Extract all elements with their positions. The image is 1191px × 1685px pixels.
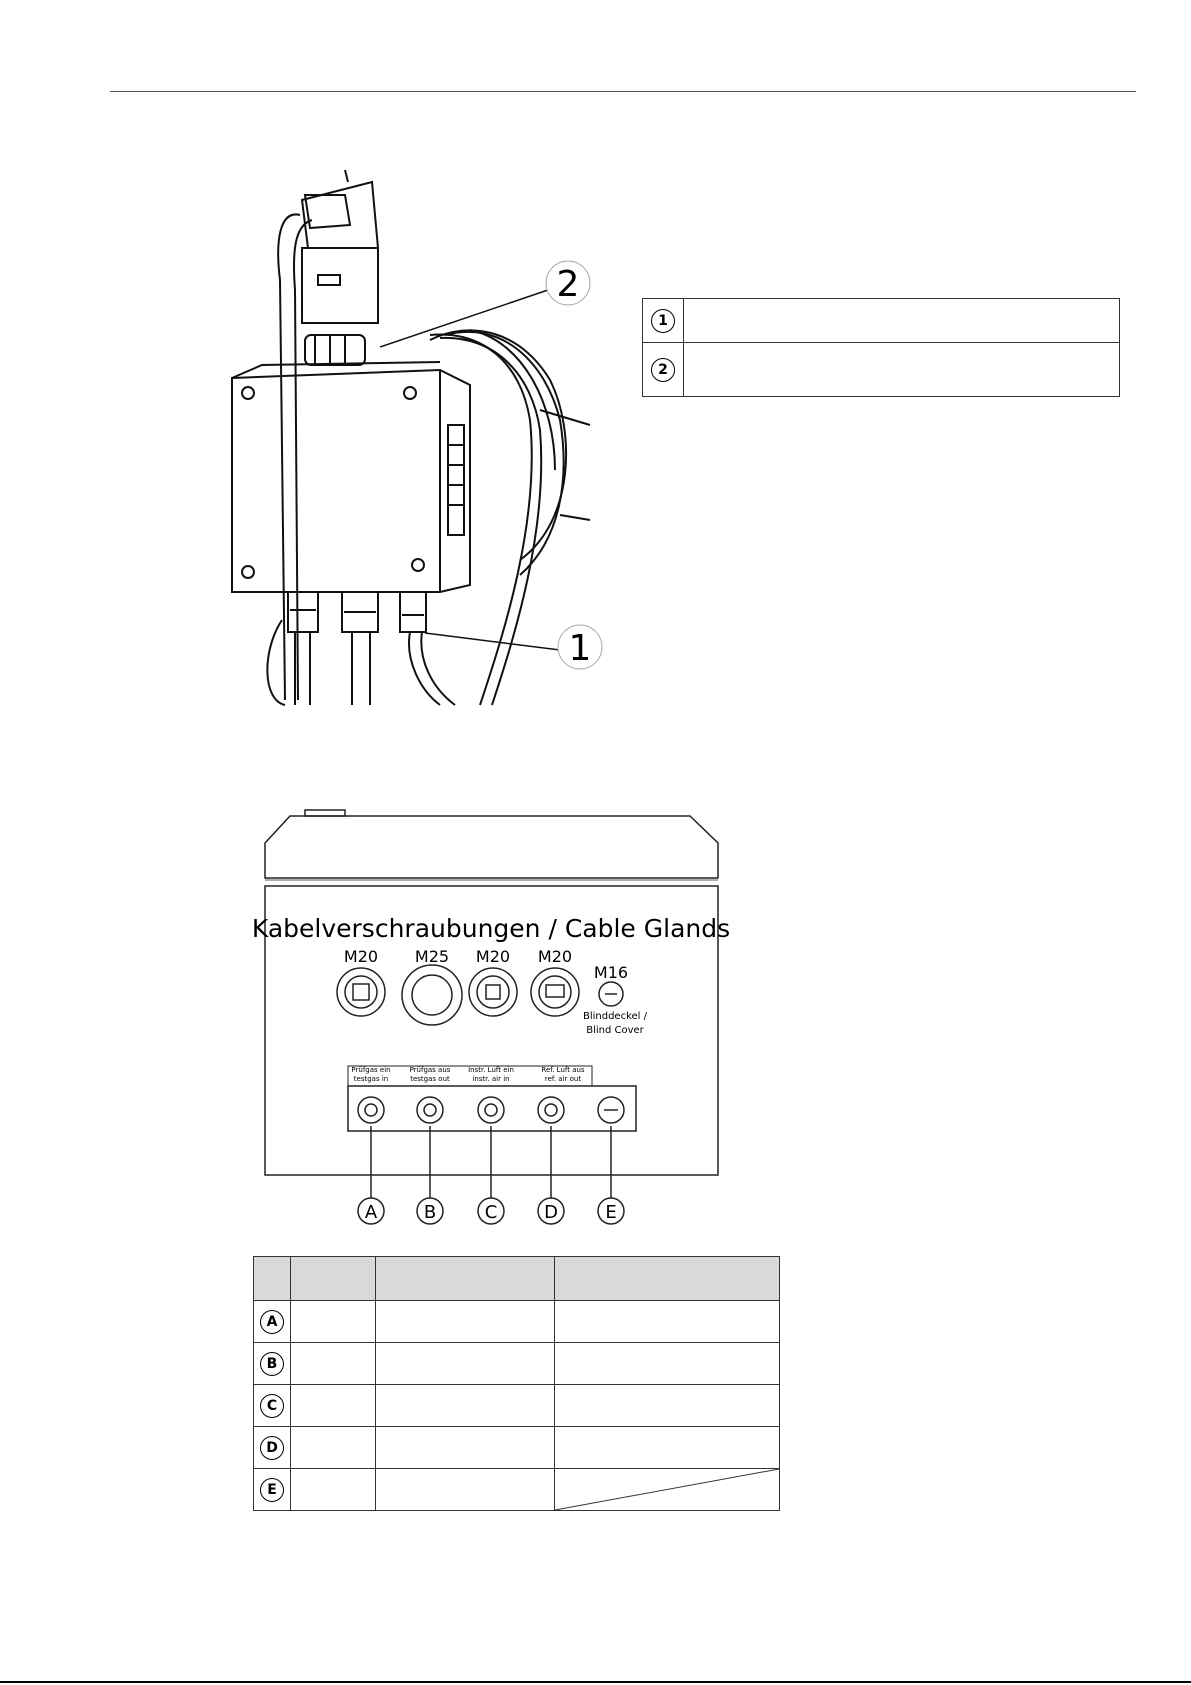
legend-table-2 [253, 1256, 780, 1511]
legend-row [254, 1427, 780, 1469]
legend-header-cell [254, 1257, 291, 1301]
port-letter: E [605, 1202, 617, 1223]
figure-cable-glands [0, 800, 1191, 1230]
legend-cell [291, 1427, 376, 1469]
port-letter: B [423, 1202, 437, 1223]
legend-row [254, 1301, 780, 1343]
panel-title: Kabelverschraubungen / Cable Glands [251, 914, 731, 943]
legend-header-cell [555, 1257, 780, 1301]
legend-text-cell [684, 343, 1120, 397]
legend-marker-cell [643, 299, 684, 343]
marker-a: A [260, 1310, 284, 1334]
legend-cell [555, 1301, 780, 1343]
port-label-en: instr. air in [472, 1075, 510, 1083]
legend-row [254, 1343, 780, 1385]
legend-cell [291, 1469, 376, 1511]
legend-cell [555, 1385, 780, 1427]
legend-marker-cell [254, 1301, 291, 1343]
legend-row [643, 343, 1120, 397]
blind-cover-label: Blind Cover [586, 1025, 644, 1036]
legend-header-row [254, 1257, 780, 1301]
callout-1-label: 1 [568, 628, 592, 669]
port-label-en: testgas in [353, 1075, 389, 1083]
legend-cell [376, 1343, 555, 1385]
legend-header-cell [291, 1257, 376, 1301]
port-label-en: testgas out [410, 1075, 450, 1083]
legend-cell [291, 1301, 376, 1343]
port-label-de: Instr. Luft ein [468, 1066, 514, 1074]
legend-text-cell [684, 299, 1120, 343]
legend-row [254, 1385, 780, 1427]
gland-size-label: M25 [414, 947, 450, 966]
port-letter: A [364, 1202, 378, 1223]
legend-cell-na [555, 1469, 780, 1511]
legend-cell [376, 1427, 555, 1469]
legend-cell [291, 1343, 376, 1385]
gland-size-label: M20 [343, 947, 379, 966]
gland-size-label: M20 [475, 947, 511, 966]
legend-cell [376, 1301, 555, 1343]
legend-cell [555, 1427, 780, 1469]
legend-marker-cell [254, 1469, 291, 1511]
marker-c: C [260, 1394, 284, 1418]
legend-cell [376, 1469, 555, 1511]
leader-line-1 [425, 633, 560, 650]
callout-2-label: 2 [556, 264, 580, 305]
port-label-de: Ref. Luft aus [541, 1066, 585, 1074]
legend-marker-cell [254, 1385, 291, 1427]
legend-header-cell [376, 1257, 555, 1301]
port-label-de: Prüfgas aus [409, 1066, 451, 1074]
legend-row [254, 1469, 780, 1511]
legend-marker-cell [254, 1343, 291, 1385]
gland-row [337, 965, 623, 1025]
port-row [358, 1097, 624, 1123]
legend-table-1 [642, 298, 1120, 397]
legend-marker-cell [643, 343, 684, 397]
legend-row [643, 299, 1120, 343]
footer-rule [0, 1681, 1191, 1683]
marker-d: D [260, 1436, 284, 1460]
legend-marker-cell [254, 1427, 291, 1469]
marker-e: E [260, 1478, 284, 1502]
port-letter: D [544, 1202, 558, 1223]
legend-cell [291, 1385, 376, 1427]
legend-cell [376, 1385, 555, 1427]
port-label-de: Prüfgas ein [351, 1066, 391, 1074]
marker-b: B [260, 1352, 284, 1376]
legend-cell [555, 1343, 780, 1385]
marker-1: 1 [651, 309, 675, 333]
marker-2: 2 [651, 358, 675, 382]
port-label-en: ref. air out [544, 1075, 582, 1083]
port-letter: C [484, 1202, 498, 1223]
blind-cover-label: Blinddeckel / [582, 1011, 648, 1022]
not-applicable-diagonal [555, 1469, 779, 1510]
gland-size-label: M16 [593, 963, 629, 982]
gland-size-label: M20 [537, 947, 573, 966]
